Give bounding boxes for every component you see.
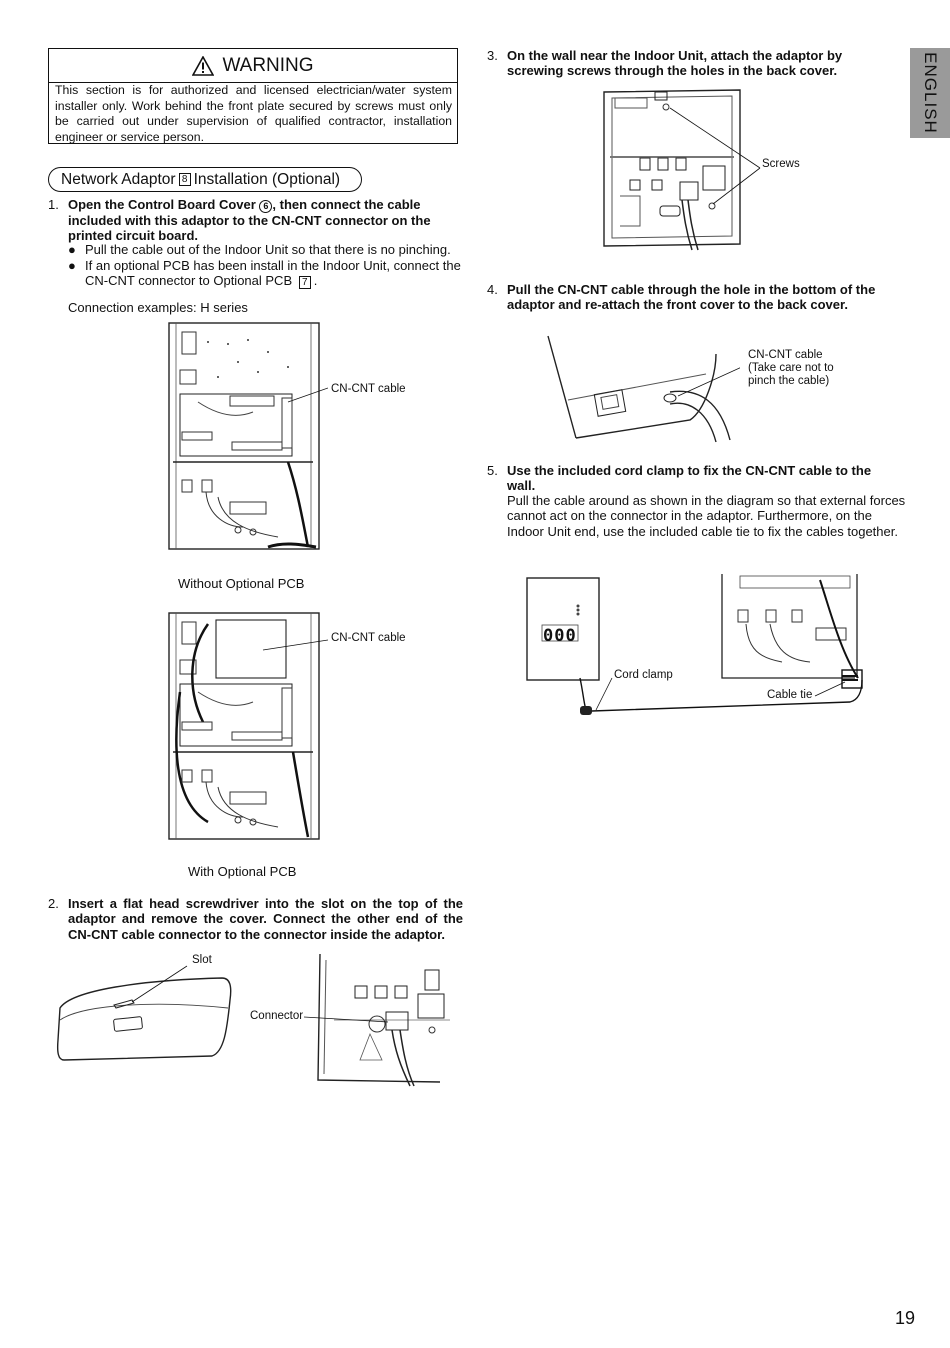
step1-bullet1: Pull the cable out of the Indoor Unit so that there is no pinching. xyxy=(85,242,451,257)
indoor-unit-diagram-without-pcb xyxy=(168,322,328,552)
step4-instruction: Pull the CN-CNT cable through the hole in the bottom of the adaptor and re-attach the front cover to the back cover. xyxy=(507,282,876,313)
language-tab xyxy=(910,48,950,138)
warning-header xyxy=(49,49,457,83)
cn-cnt-pinch-label xyxy=(748,349,834,388)
fig1-cn-cnt-label: CN-CNT cable xyxy=(331,383,406,395)
connector-label: Connector xyxy=(250,1010,304,1022)
step1-bold-a: Open the Control Board Cover xyxy=(68,197,256,212)
step1-bullet2-box: 7 xyxy=(299,276,311,289)
step4-number: 4. xyxy=(487,282,498,297)
cord-clamp-label: Cord clamp xyxy=(614,669,673,681)
language-tab-label: ENGLISH xyxy=(921,52,940,134)
step2-instruction: Insert a flat head screwdriver into the slot on the top of the adaptor and remove the cover. Connect the other end of the CN-CNT cable connector to the connector inside the adaptor. xyxy=(68,896,463,942)
step5-number: 5. xyxy=(487,463,498,478)
adaptor-connector-diagram xyxy=(300,950,470,1088)
warning-title: WARNING xyxy=(222,54,314,76)
section-title xyxy=(48,167,362,192)
section-box-number: 8 xyxy=(179,173,191,186)
warning-box xyxy=(48,48,458,144)
step3-number: 3. xyxy=(487,48,498,63)
step5-instruction-bold: Use the included cord clamp to fix the CN-CNT cable to the wall. xyxy=(507,463,872,494)
section-title-after: Installation (Optional) xyxy=(193,170,341,188)
warning-triangle-icon xyxy=(192,56,214,76)
adaptor-cover-slot-diagram xyxy=(52,960,242,1065)
warning-text: This section is for authorized and licensed electrician/water system installer only. Work behind the front plate secured by screws must only be carried out under supervision of qualified contractor, installation engineer or service person. xyxy=(55,83,452,144)
cable-tie-label: Cable tie xyxy=(767,689,813,701)
section-title-before: Network Adaptor xyxy=(61,170,176,188)
step1-bullet2-b: . xyxy=(313,273,318,289)
adaptor-display-digits: 000 xyxy=(543,626,577,646)
cn-cnt-pinch-label-line2: (Take care not to xyxy=(748,362,834,374)
bullet-icon: ● xyxy=(68,242,76,257)
step5-instruction-text: Pull the cable around as shown in the diagram so that external forces cannot act on the connector in the adaptor. Furthermore, on the Indoor Unit end, use the included cable tie to fix the cables together. xyxy=(507,493,906,539)
fig1-caption: Without Optional PCB xyxy=(178,576,305,591)
step1-bullet2-a: If an optional PCB has been install in the Indoor Unit, connect the CN-CNT connector to Optional PCB xyxy=(85,258,461,289)
cn-cnt-pinch-label-line3: pinch the cable) xyxy=(748,375,830,387)
step1-instruction xyxy=(68,197,463,244)
step1-circle-number: 6 xyxy=(259,200,272,213)
fig2-cn-cnt-label: CN-CNT cable xyxy=(331,632,406,644)
fig2-caption: With Optional PCB xyxy=(188,864,297,879)
connection-examples: Connection examples: H series xyxy=(68,300,248,315)
slot-label: Slot xyxy=(192,954,212,966)
step1-bold-b: , then connect the cable included with this adaptor to the CN-CNT connector on the printed circuit board. xyxy=(68,197,431,244)
adaptor-cable-pinch-diagram xyxy=(540,330,740,445)
page-number: 19 xyxy=(895,1308,916,1328)
step1-bullet2 xyxy=(85,258,465,289)
step1-number: 1. xyxy=(48,197,59,212)
step2-number: 2. xyxy=(48,896,59,911)
screws-label: Screws xyxy=(762,158,800,170)
bullet-icon: ● xyxy=(68,258,76,273)
step3-instruction: On the wall near the Indoor Unit, attach the adaptor by screwing screws through the holes in the back cover. xyxy=(507,48,843,79)
cord-clamp-cable-tie-diagram xyxy=(520,570,870,725)
cn-cnt-pinch-label-line1: CN-CNT cable xyxy=(748,349,823,361)
indoor-unit-diagram-with-pcb xyxy=(168,612,328,842)
